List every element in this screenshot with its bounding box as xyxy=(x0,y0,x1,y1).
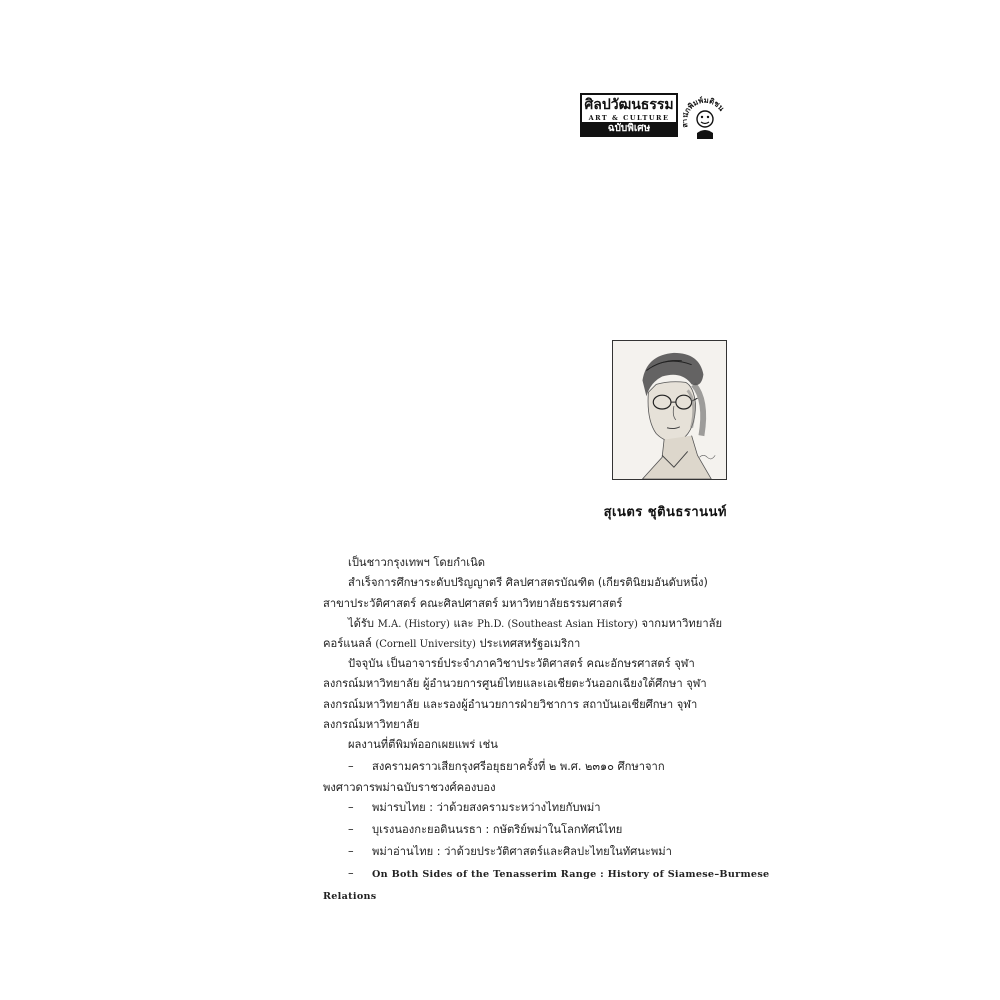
work-dash: – xyxy=(348,760,354,773)
bio-phd-degree: Ph.D. (Southeast Asian History) xyxy=(477,619,638,630)
work-dash: – xyxy=(348,801,354,814)
work-title: Relations xyxy=(323,891,377,902)
bio-line-4 xyxy=(348,617,722,632)
bio-line-9: ลงกรณ์มหาวิทยาลัย xyxy=(323,718,420,731)
bio-line-4-c: และ xyxy=(449,617,478,630)
work-item-continued xyxy=(323,781,496,795)
work-item xyxy=(348,845,672,859)
logo-title: ศิลปวัฒนธรรม xyxy=(584,97,674,113)
work-title: บุเรงนองกะยอดินนรธา : กษัตริย์พม่าในโลกทัศน์ไทย xyxy=(372,823,623,836)
work-title: On Both Sides of the Tenasserim Range : History of Siamese–Burmese xyxy=(372,869,770,880)
bio-line-5-c: ประเทศสหรัฐอเมริกา xyxy=(475,637,581,650)
work-title: พม่าอ่านไทย : ว่าด้วยประวัติศาสตร์และศิลปะไทยในทัศนะพม่า xyxy=(372,845,672,858)
logo-subtitle: ART & CULTURE xyxy=(588,114,670,122)
work-dash: – xyxy=(348,867,354,880)
art-culture-logo xyxy=(580,93,678,137)
work-title: พงศาวดารพม่าฉบับราชวงศ์คองบอง xyxy=(323,781,496,794)
publisher-mark-text: กพิมพ์มติชน xyxy=(683,95,727,115)
logo-edition: ฉบับพิเศษ xyxy=(582,122,676,135)
bio-line-5 xyxy=(323,637,580,652)
work-item xyxy=(348,760,665,774)
bio-line-5-a: คอร์แนลล์ xyxy=(323,637,376,650)
work-item xyxy=(348,801,601,815)
work-title: สงครามคราวเสียกรุงศรีอยุธยาครั้งที่ ๒ พ.ศ. ๒๓๑๐ ศึกษาจาก xyxy=(372,760,665,773)
bio-line-6: ปัจจุบัน เป็นอาจารย์ประจำภาควิชาประวัติศาสตร์ คณะอักษรศาสตร์ จุฬา xyxy=(348,657,695,670)
work-item xyxy=(348,867,769,882)
bio-line-2: สำเร็จการศึกษาระดับปริญญาตรี ศิลปศาสตรบัณฑิต (เกียรตินิยมอันดับหนึ่ง) xyxy=(348,576,708,589)
work-dash: – xyxy=(348,845,354,858)
work-item-continued xyxy=(323,889,377,904)
bio-cornell: (Cornell University) xyxy=(375,639,476,650)
bio-line-3: สาขาประวัติศาสตร์ คณะศิลปศาสตร์ มหาวิทยาลัยธรรมศาสตร์ xyxy=(323,597,623,610)
bio-line-1: เป็นชาวกรุงเทพฯ โดยกำเนิด xyxy=(348,556,486,569)
bio-line-10: ผลงานที่ตีพิมพ์ออกเผยแพร่ เช่น xyxy=(348,738,498,751)
work-item xyxy=(348,823,622,837)
author-name: สุเนตร ชุตินธรานนท์ xyxy=(603,505,727,520)
work-title: พม่ารบไทย : ว่าด้วยสงครามระหว่างไทยกับพม่า xyxy=(372,801,601,814)
publisher-mark-icon xyxy=(683,93,727,143)
bio-line-8: ลงกรณ์มหาวิทยาลัย และรองผู้อำนวยการฝ่ายวิชาการ สถาบันเอเชียศึกษา จุฬา xyxy=(323,698,698,711)
bio-line-4-a: ได้รับ xyxy=(348,617,378,630)
bio-line-4-e: จากมหาวิทยาลัย xyxy=(637,617,723,630)
bio-ma-degree: M.A. (History) xyxy=(377,619,450,630)
work-dash: – xyxy=(348,823,354,836)
bio-line-7: ลงกรณ์มหาวิทยาลัย ผู้อำนวยการศูนย์ไทยและเอเชียตะวันออกเฉียงใต้ศึกษา จุฬา xyxy=(323,677,707,690)
author-portrait xyxy=(612,340,727,480)
